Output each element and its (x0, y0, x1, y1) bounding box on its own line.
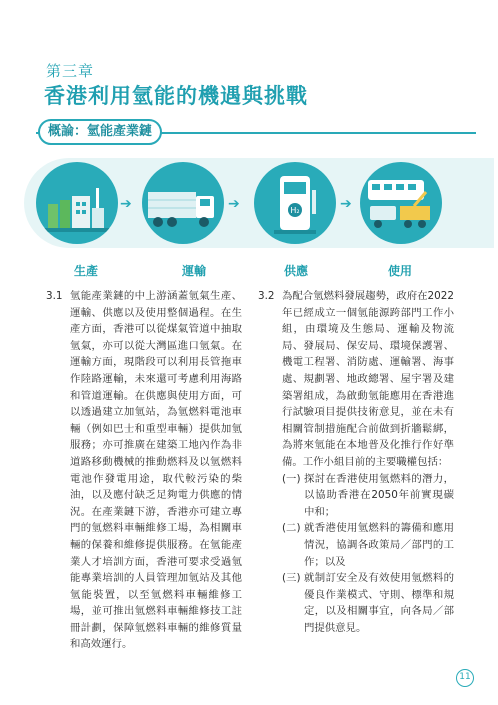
stage-label-transport: 運輸 (181, 264, 206, 278)
list-item-marker: (二) (282, 522, 301, 535)
production-illustration (36, 162, 118, 244)
usage-illustration (360, 162, 442, 244)
paragraph-3-2 (258, 288, 454, 636)
page-number: 11 (456, 669, 474, 687)
list-item-text: 就香港使用氫燃料的籌備和應用情況，協調各政策局／部門的工作；以及 (304, 522, 454, 568)
list-item (282, 570, 454, 636)
list-item-text: 就制訂安全及有效使用氫燃料的優良作業模式、守則、標準和規定，以及相關事宜，向各局／部門提供意見。 (304, 572, 454, 634)
svg-text:H₂: H₂ (290, 206, 300, 215)
supply-illustration (254, 162, 336, 244)
list-item (282, 520, 454, 570)
section-tag: 概論：氫能產業鏈 (38, 119, 162, 145)
duties-list (282, 471, 454, 637)
vehicles-icon (360, 162, 442, 244)
paragraph-number: 3.2 (258, 290, 275, 302)
arrow-icon: ➔ (340, 196, 352, 212)
list-item (282, 471, 454, 521)
stage-label-supply: 供應 (283, 264, 308, 278)
page-title: 香港利用氫能的機遇與挑戰 (44, 84, 308, 108)
hydrogen-pump-icon (254, 162, 336, 244)
list-item-text: 探討在香港使用氫燃料的潛力，以協助香港在2050年前實現碳中和； (304, 472, 454, 518)
stage-label-usage: 使用 (387, 264, 412, 278)
list-item-marker: (一) (282, 472, 301, 485)
section-header (36, 118, 476, 148)
transport-illustration (142, 162, 224, 244)
stage-label-production: 生產 (73, 264, 98, 278)
factory-icon (36, 162, 118, 244)
chapter-label: 第三章 (46, 62, 95, 80)
paragraph-text: 氫能產業鏈的中上游涵蓋氫氣生產、運輸、供應以及使用整個過程。在生產方面，香港可以從煤氣管道中抽取氫氣，亦可以從大灣區進口氫氣。在運輸方面，現階段可以利用長管拖車作陸路運輸，未來還可考慮利用海路和管道運輸。在供應與使用方面，可以透過建立加氫站，為氫燃料電池車輛（例如巴士和重型車輛）提供加氫服務；亦可推廣在建築工地內作為非道路移動機械的推動燃料及以氫燃料電池作發電用途，取代較污染的柴油，以及應付缺乏足夠電力供應的情況。在產業鏈下游，香港亦可建立專門的氫燃料車輛維修工場，為相關車輛的保養和維修提供服務。在氫能產業人才培訓方面，香港可要求受過氫能專業培訓的人員管理加氫站及其他氫能裝置，以至氫燃料車輛維修工場，並可推出氫燃料車輛維修技工註冊計劃，保障氫燃料車輛的維修質量和高效運行。 (70, 290, 242, 651)
arrow-icon: ➔ (228, 196, 240, 212)
paragraph-text: 為配合氫燃料發展趨勢，政府在2022年已經成立一個氫能源跨部門工作小組，由環境及生態局、運輸及物流局、發展局、保安局、環境保護署、機電工程署、消防處、運輸署、海事處、規劃署、地政總署、屋宇署及建築署組成，為啟動氫能應用在香港進行試驗項目提供技術意見，並在未有相關管制措施配合前做到折牆鬆綁，為將來氫能在本地普及化推行作好準備。工作小組目前的主要職權包括： (282, 290, 454, 468)
paragraph-3-1 (46, 288, 242, 653)
list-item-marker: (三) (282, 572, 301, 585)
arrow-icon: ➔ (120, 196, 132, 212)
tube-trailer-icon (142, 162, 224, 244)
paragraph-number: 3.1 (46, 290, 63, 302)
